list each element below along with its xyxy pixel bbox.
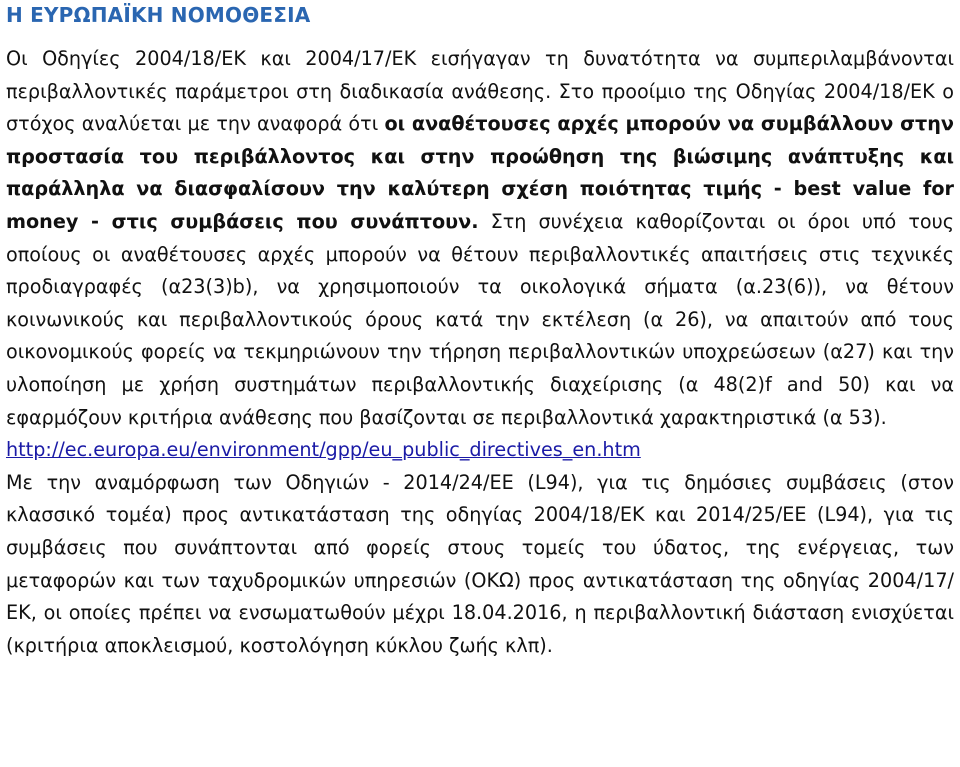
reform-text: Με την αναμόρφωση των Οδηγιών - 2014/24/ΕΕ (L94), για τις δημόσιες συμβάσεις (στον κλασσικό τομέα) προς αντικατάσταση της οδηγίας 2004/18/ΕΚ και 2014/25/ΕΕ (L94), για τις συμβάσεις που συνάπτονται από φορείς στους τομείς του ύδατος, της ενέργειας, των μεταφορών και των ταχυδρομικών υπηρεσιών (ΟΚΩ) προς αντικατάσταση της οδηγίας 2004/17/ΕΚ, οι οποίες πρέπει να ενσωματωθούν μέχρι 18.04.2016, η περιβαλλοντική διάσταση ενισχύεται (κριτήρια αποκλεισμού, κοστολόγηση κύκλου ζωής κλπ). bbox=[6, 470, 954, 657]
preamble-bold-text: οι αναθέτουσες αρχές μπορούν να συμβάλλουν στην προστασία του περιβάλλοντος και στην προώθηση της βιώσιμης ανάπτυξης και παράλληλα να διασφαλίσουν την καλύτερη σχέση ποιότητας τιμής - best value for money - στις συμβάσεις που συνάπτουν. bbox=[6, 112, 954, 233]
page-title: Η ΕΥΡΩΠΑΪΚΗ ΝΟΜΟΘΕΣΙΑ bbox=[6, 3, 311, 27]
eu-directives-link[interactable]: http://ec.europa.eu/environment/gpp/eu_public_directives_en.htm bbox=[6, 438, 641, 462]
details-text: Στη συνέχεια καθορίζονται οι όροι υπό τους οποίους οι αναθέτουσες αρχές μπορούν να θέτουν περιβαλλοντικές απαιτήσεις στις τεχνικές προδιαγραφές (α23(3)b), να χρησιμοποιούν τα οικολογικά σήματα (α.23(6)), να θέτουν κοινωνικούς και περιβαλλοντικούς όρους κατά την εκτέλεση (α 26), να απαιτούν από τους οικονομικούς φορείς να τεκμηριώνουν την τήρηση περιβαλλοντικών υποχρεώσεων (α27) και την υλοποίηση με χρήση συστημάτων περιβαλλοντικής διαχείρισης (α 48(2)f and 50) και να εφαρμόζουν κριτήρια ανάθεσης που βασίζονται σε περιβαλλοντικά χαρακτηριστικά (α 53). bbox=[6, 209, 954, 429]
body-paragraph bbox=[6, 43, 954, 662]
preamble-text: Στο προοίμιο της Οδηγίας 2004/18/ΕΚ ο στόχος αναλύεται με την αναφορά ότι bbox=[6, 79, 954, 136]
intro-text: Οι Οδηγίες 2004/18/ΕΚ και 2004/17/ΕΚ εισήγαγαν τη δυνατότητα να συμπεριλαμβάνονται περιβαλλοντικές παράμετροι στη διαδικασία ανάθεσης. bbox=[6, 47, 954, 103]
